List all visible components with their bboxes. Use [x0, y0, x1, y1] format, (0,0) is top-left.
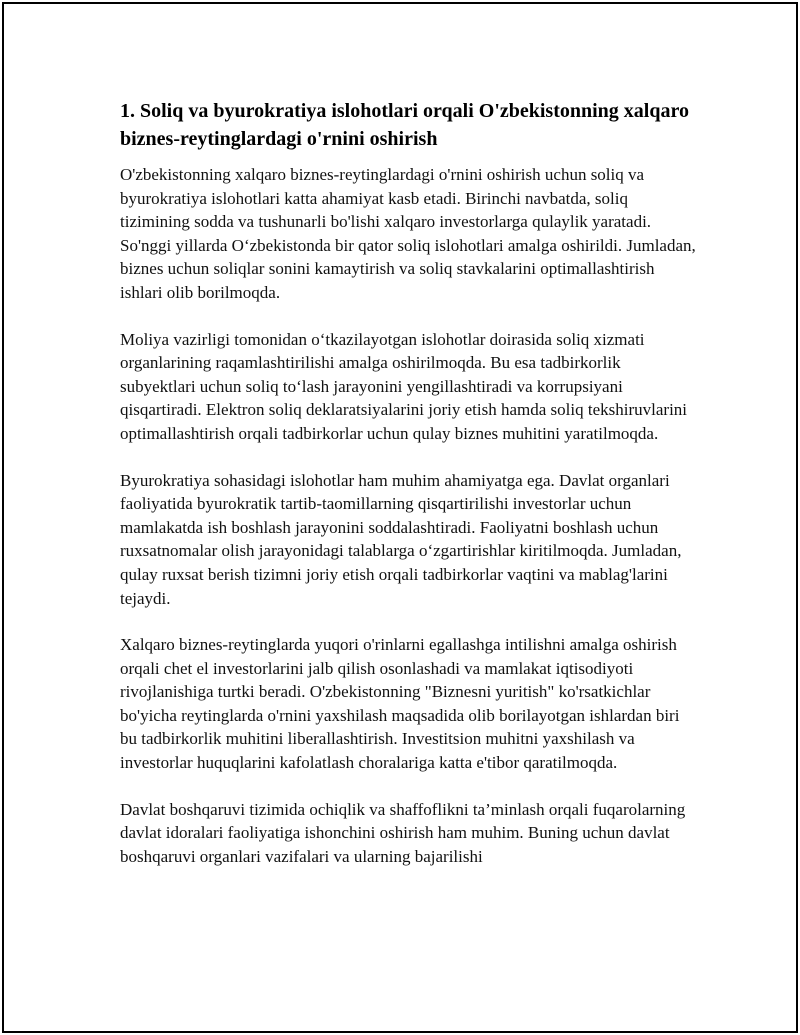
paragraph-1: O'zbekistonning xalqaro biznes-reytinglardagi o'rnini oshirish uchun soliq va byurokratiya islohotlari katta ahamiyat kasb etadi. Birinchi navbatda, soliq tizimining sodda va tushunarli bo'lishi xalqaro investorlarga qulaylik yaratadi. So'nggi yillarda O‘zbekistonda bir qator soliq islohotlari amalga oshirildi. Jumladan, biznes uchun soliqlar sonini kamaytirish va soliq stavkalarini optimallashtirish ishlari olib borilmoqda. [120, 165, 696, 302]
paragraph-4: Xalqaro biznes-reytinglarda yuqori o'rinlarni egallashga intilishni amalga oshirish orqali chet el investorlarini jalb qilish osonlashadi va mamlakat iqtisodiyoti rivojlanishiga turtki beradi. O'zbekistonning "Biznesni yuritish" ko'rsatkichlar bo'yicha reytinglarda o'rnini yaxshilash maqsadida olib borilayotgan ishlardan biri bu tadbirkorlik muhitini liberallashtirish. Investitsion muhitni yaxshilash va investorlar huquqlarini kafolatlash choralariga katta e'tibor qaratilmoqda. [120, 635, 680, 773]
paragraph-2: Moliya vazirligi tomonidan o‘tkazilayotgan islohotlar doirasida soliq xizmati organlarining raqamlashtirilishi amalga oshirilmoqda. Bu esa tadbirkorlik subyektlari uchun soliq to‘lash jarayonini yengillashtiradi va korrupsiyani qisqartiradi. Elektron soliq deklaratsiyalarini joriy etish hamda soliq tekshiruvlarini optimallashtirish orqali tadbirkorlar uchun qulay biznes muhitini yaratilmoqda. [120, 329, 688, 443]
paragraph-3: Byurokratiya sohasidagi islohotlar ham muhim ahamiyatga ega. Davlat organlari faoliyatida byurokratik tartib-taomillarning qisqartirilishi investorlar uchun mamlakatda ish boshlash jarayonini soddalashtiradi. Faoliyatni boshlash uchun ruxsatnomalar olish jarayonidagi talablarga o‘zgartirishlar kiritilmoqda. Jumladan, qulay ruxsat berish tizimni joriy etish orqali tadbirkorlar vaqtini va mablag'larini tejaydi. [120, 470, 682, 608]
section-heading: 1. Soliq va byurokratiya islohotlari orqali O'zbekistonning xalqaro biznes-reytinglardagi o'rnini oshirish [120, 100, 689, 150]
document-page [2, 2, 798, 1033]
paragraph-5: Davlat boshqaruvi tizimida ochiqlik va shaffoflikni ta’minlash orqali fuqarolarning davlat idoralari faoliyatiga ishonchini oshirish ham muhim. Buning uchun davlat boshqaruvi organlari vazifalari va ularning bajarilishi [120, 799, 686, 866]
document-body [120, 97, 700, 891]
